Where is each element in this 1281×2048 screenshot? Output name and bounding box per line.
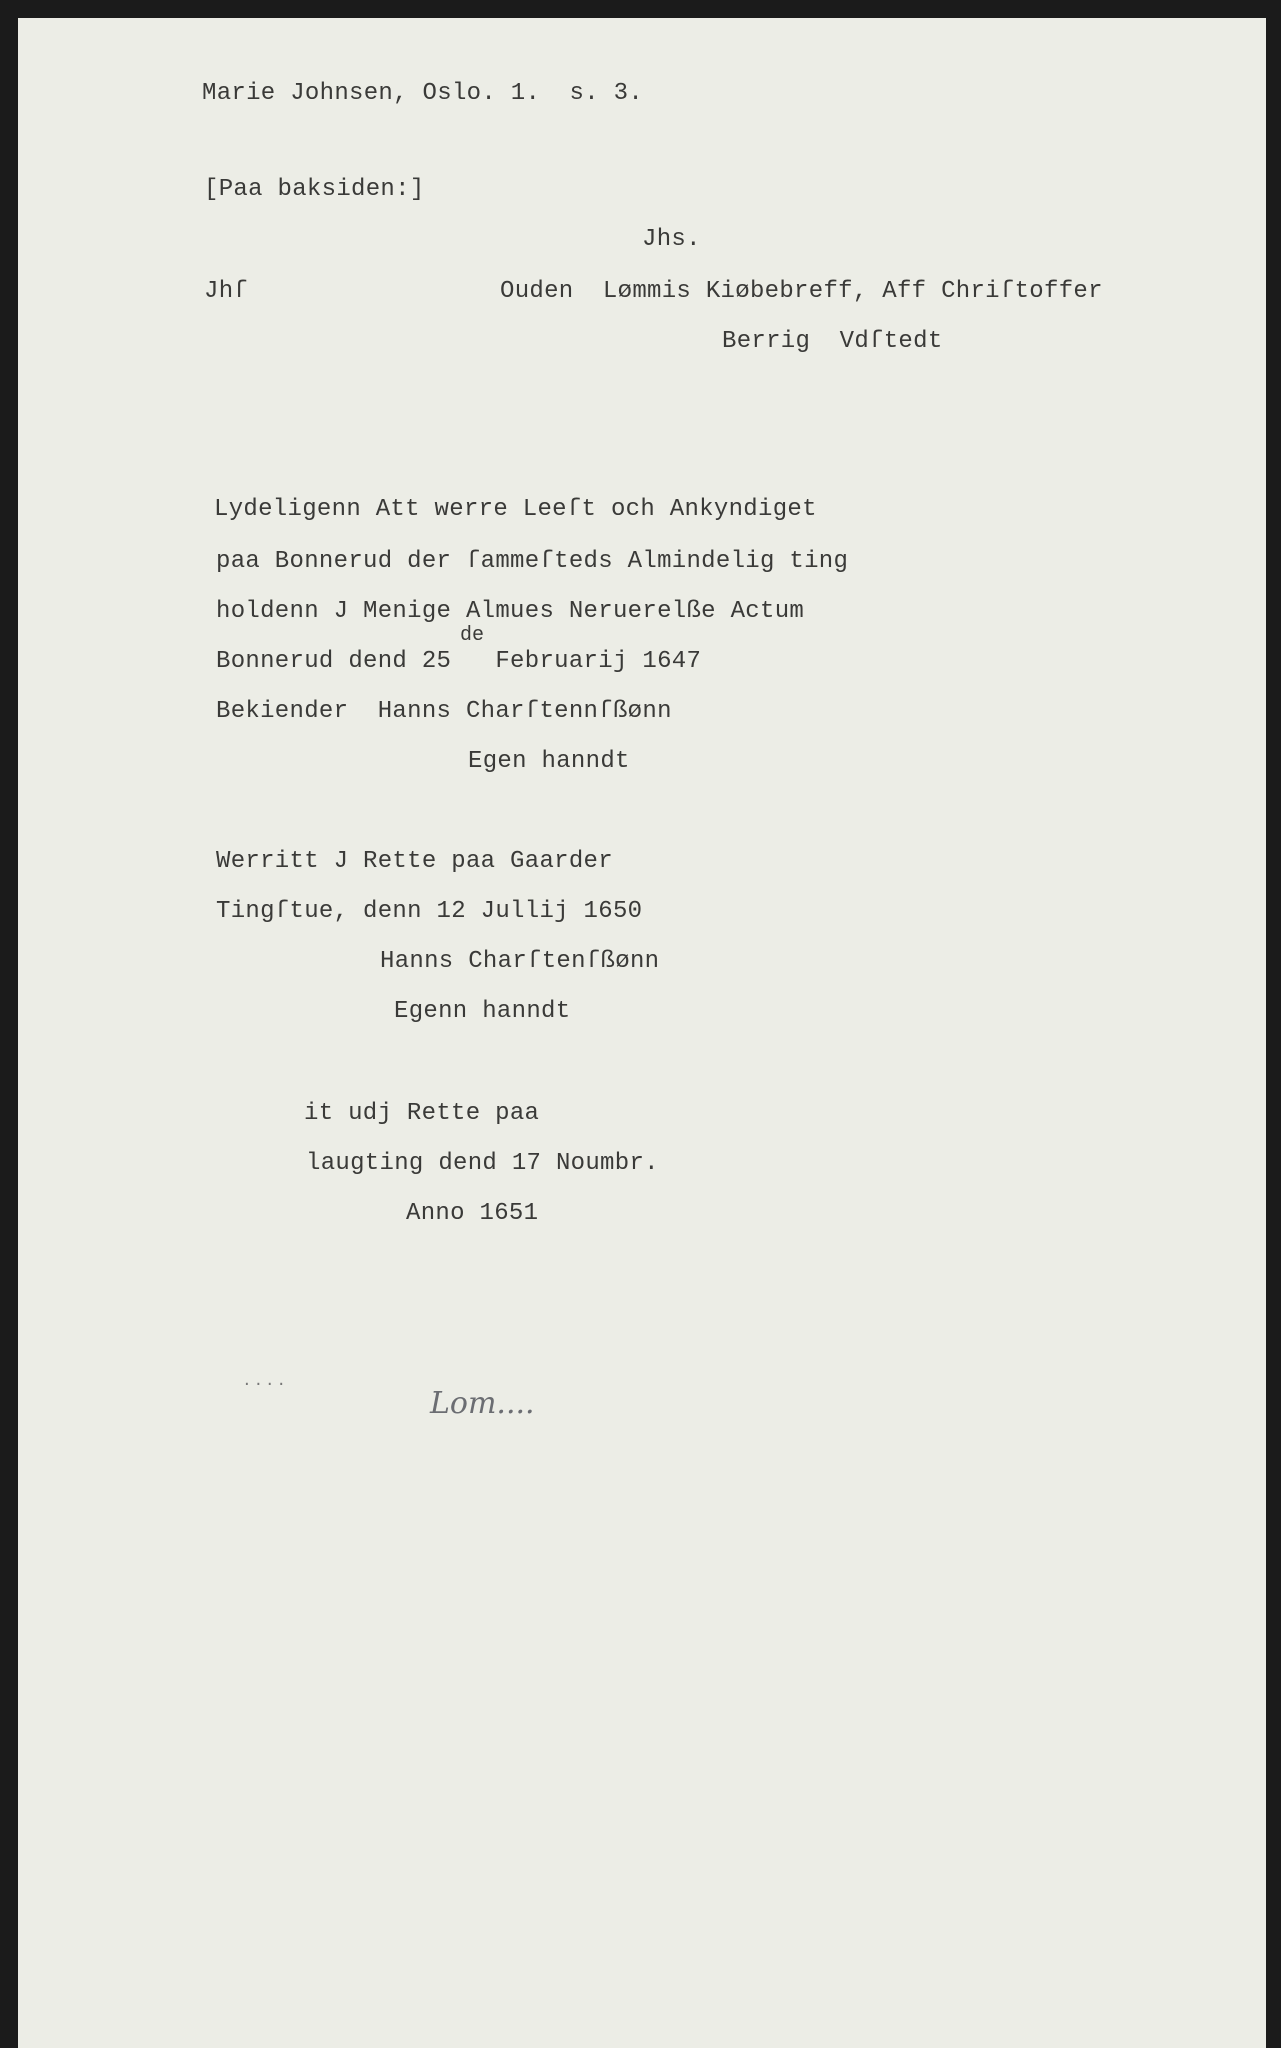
record3-line-1: it udj Rette paa [304, 1100, 540, 1127]
record1-line-2: paa Bonnerud der ſammeſteds Almindelig ting [216, 548, 849, 575]
invocation-center: Jhs. [642, 226, 701, 253]
invocation-left: Jhſ [204, 278, 249, 305]
handwritten-annotation: Lom.... [430, 1386, 535, 1421]
record1-line-5: Bekiender Hanns Charſtennſßønn [216, 698, 672, 725]
record2-line-3: Hanns Charſtenſßønn [380, 948, 660, 975]
endorsement-title-line-2: Berrig Vdſtedt [722, 328, 943, 355]
record1-line-3: holdenn J Menige Almues Neruerelße Actum [216, 598, 805, 625]
record2-line-1: Werritt J Rette paa Gaarder [216, 848, 613, 875]
record3-line-2: laugting dend 17 Noumbr. [306, 1150, 659, 1177]
archive-reference: Marie Johnsen, Oslo. 1. s. 3. [202, 80, 644, 107]
pencil-dots: · · · · [244, 1374, 285, 1395]
record1-line-1: Lydeligenn Att werre Leeſt och Ankyndiget [214, 496, 817, 523]
record1-line-4: Bonnerud dend 25 Februarij 1647 [216, 648, 702, 675]
record1-line-6: Egen hanndt [468, 748, 630, 775]
record2-line-2: Tingſtue, denn 12 Jullij 1650 [216, 898, 643, 925]
editorial-note: [Paa baksiden:] [204, 176, 425, 203]
record1-superscript: de [460, 624, 485, 647]
endorsement-title-line-1: Ouden Lømmis Kiøbebreff, Aff Chriſtoffer [500, 278, 1103, 305]
record2-line-4: Egenn hanndt [394, 998, 571, 1025]
record3-line-3: Anno 1651 [406, 1200, 539, 1227]
document-page [18, 18, 1266, 2048]
